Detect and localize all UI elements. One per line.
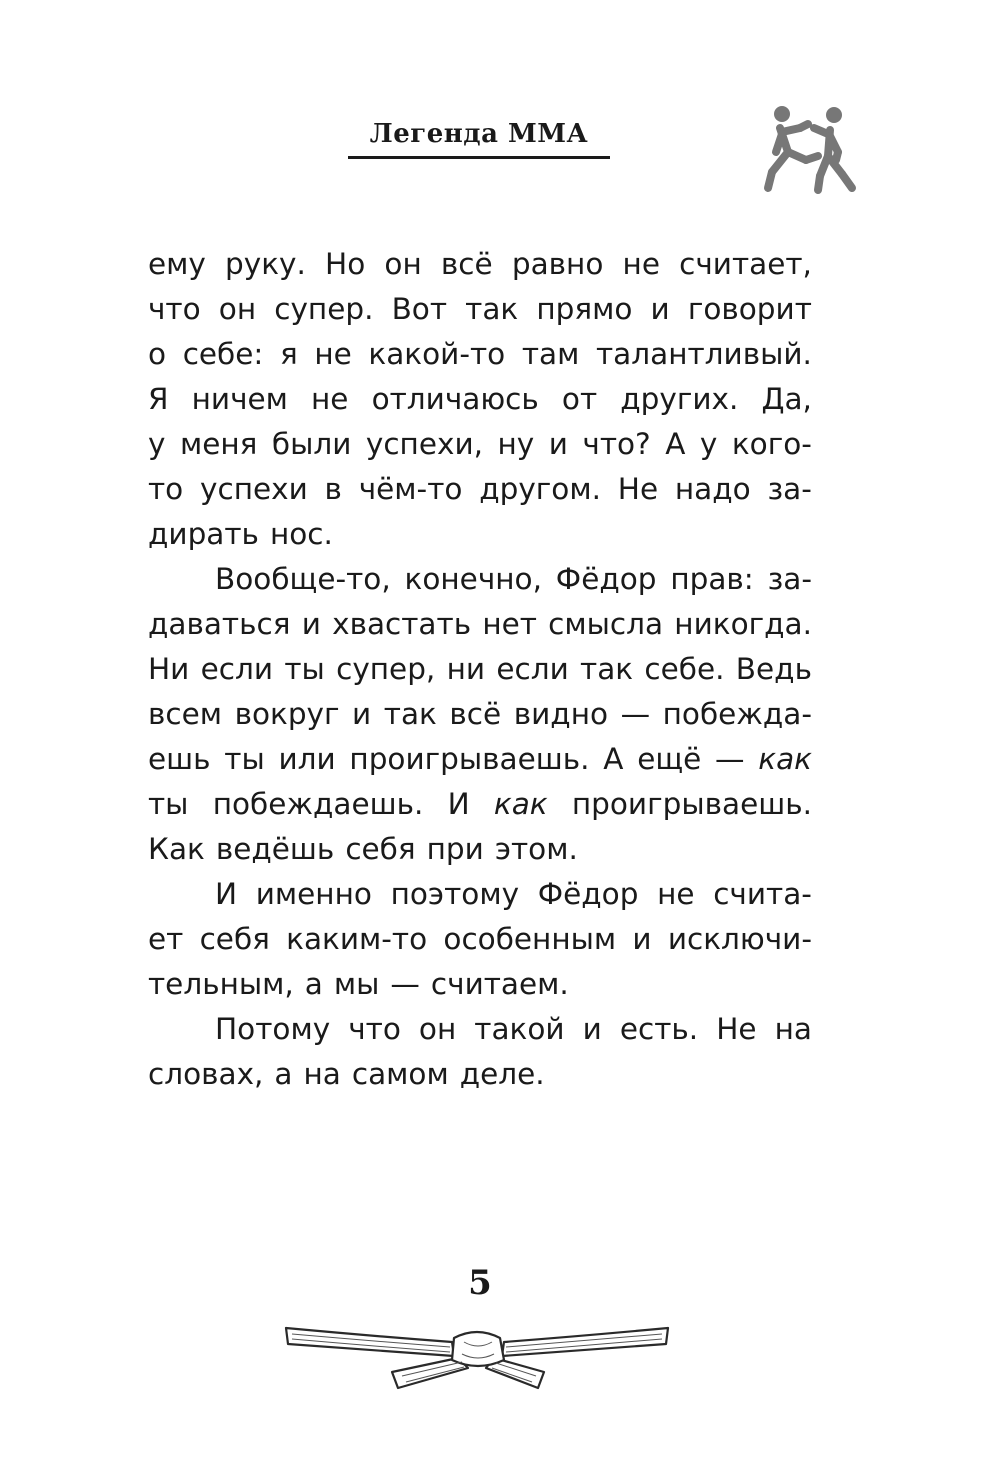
word: конечно, [404,562,542,596]
word: прав: [670,562,754,596]
word: не [314,337,352,371]
word: каким-то [286,922,428,956]
word: себя [199,922,270,956]
word: даваться [148,607,291,641]
word: за- [767,472,812,506]
word: как [493,787,548,821]
word: ему [148,247,206,281]
word: и [582,1012,602,1046]
word: у [148,427,166,461]
text-line [148,692,812,737]
word: исключи- [667,922,812,956]
word: поэтому [390,877,520,911]
word: Я [148,382,169,416]
word: чём-то [358,472,463,506]
text-line [148,422,812,467]
word: прямо [536,292,633,326]
word: что [148,292,201,326]
word: он [418,1012,457,1046]
word: себе. [644,652,725,686]
word: были [271,427,352,461]
text-line [148,557,812,602]
word: такой [474,1012,565,1046]
word: ты [284,652,325,686]
word: И [447,787,470,821]
word: всё [440,247,493,281]
word: а [274,1057,293,1091]
word: и [352,697,372,731]
word: словах, [148,1057,264,1091]
word: и [548,427,568,461]
word: особенным [443,922,617,956]
word: на [303,1057,341,1091]
word: Как [148,832,205,866]
word: если [496,652,569,686]
page-number: 5 [468,1263,492,1303]
word: именно [255,877,372,911]
running-header [348,118,610,150]
word: Да, [761,382,812,416]
word: о [148,337,167,371]
word: так [383,697,437,731]
word: как [758,742,812,776]
word: от [561,382,598,416]
word: при [426,832,484,866]
word: мы [333,967,380,1001]
body-text [148,242,812,1097]
word: и [632,922,652,956]
text-line [148,1007,812,1052]
word: считает, [679,247,812,281]
word: побежда- [662,697,812,731]
word: ещё [637,742,702,776]
word: талантливый. [596,337,812,371]
word: так [465,292,519,326]
text-line [148,917,812,962]
word: Фёдор [555,562,657,596]
word: ешь [148,742,211,776]
word: проигрываешь. [349,742,590,776]
word: А [603,742,624,776]
word: этом. [494,832,578,866]
word: не [657,877,695,911]
word: надо [674,472,751,506]
word: других. [620,382,739,416]
word: Вообще-то, [215,562,391,596]
word: себя [345,832,416,866]
word: говорит [687,292,812,326]
word: в [324,472,342,506]
word: супер, [336,652,436,686]
word: или [278,742,336,776]
text-line [148,827,812,872]
word: побеждаешь. [212,787,424,821]
word: за- [767,562,812,596]
word: деле. [459,1057,545,1091]
word: отличаюсь [371,382,539,416]
word: ни [446,652,486,686]
word: и [650,292,670,326]
word: Ни [148,652,190,686]
word: на [774,1012,812,1046]
word: смысла [548,607,664,641]
word: ведёшь [215,832,335,866]
word: нос. [269,517,333,551]
word: меня [179,427,258,461]
text-line [148,377,812,422]
word: он [218,292,257,326]
word: никогда. [674,607,812,641]
word: у [699,427,718,461]
word: Потому [215,1012,331,1046]
text-line [148,962,812,1007]
word: всем [148,697,223,731]
belt-knot-icon [282,1298,672,1394]
text-line [148,1052,812,1097]
word: — [620,697,651,731]
word: всё [449,697,502,731]
word: руку. [225,247,306,281]
word: кого- [731,427,812,461]
word: счита- [713,877,812,911]
word: супер. [274,292,374,326]
word: равно [511,247,604,281]
fighters-icon [758,100,858,198]
word: а [304,967,323,1001]
word: хвастать [332,607,472,641]
text-line [148,647,812,692]
word: И [215,877,238,911]
word: проигрываешь. [571,787,812,821]
word: так [580,652,634,686]
word: успехи [200,472,308,506]
word: там [521,337,580,371]
word: не [311,382,349,416]
word: что [348,1012,401,1046]
word: — [390,967,420,1001]
word: тельным, [148,967,294,1001]
word: другом. [479,472,601,506]
word: — [715,742,745,776]
word: Не [617,472,659,506]
word: вокруг [234,697,340,731]
word: он [384,247,422,281]
word: и [301,607,321,641]
word: Но [325,247,366,281]
text-line [148,872,812,917]
word: Вот [391,292,448,326]
word: ты [148,787,189,821]
word: ну [497,427,535,461]
word: А [665,427,686,461]
word: Не [716,1012,757,1046]
running-title: Легенда ММА [369,119,589,149]
word: Ведь [735,652,812,686]
text-line [148,782,812,827]
text-line [148,242,812,287]
text-line [148,602,812,647]
word: ты [224,742,265,776]
text-line [148,332,812,377]
word: считаем. [430,967,569,1001]
word: что? [582,427,651,461]
word: ничем [191,382,288,416]
word: какой-то [368,337,506,371]
word: есть. [619,1012,699,1046]
word: нет [482,607,537,641]
text-line [148,737,812,782]
word: Фёдор [537,877,639,911]
header-rule [348,156,610,159]
text-line [148,467,812,512]
word: если [200,652,274,686]
word: самом [351,1057,449,1091]
word: ет [148,922,184,956]
word: себе: [182,337,264,371]
text-line [148,287,812,332]
text-line [148,512,812,557]
word: дирать [148,517,259,551]
word: успехи, [365,427,483,461]
word: то [148,472,184,506]
word: не [622,247,660,281]
word: я [279,337,298,371]
word: видно [513,697,609,731]
